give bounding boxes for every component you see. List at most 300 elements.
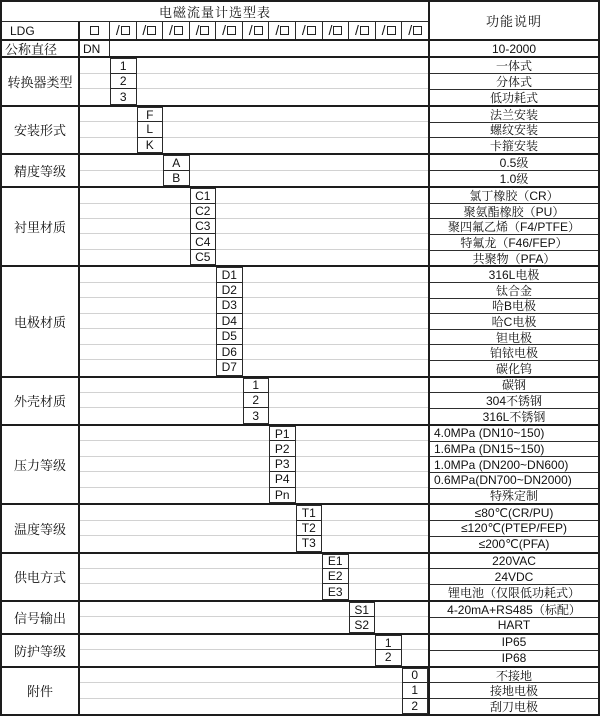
option-description-cell: IP68 <box>501 651 527 666</box>
option-row <box>80 584 428 599</box>
left-spacer <box>80 457 269 472</box>
option-code-cell: 1 <box>243 378 270 393</box>
dn-category-label: 公称直径 <box>2 41 80 56</box>
right-spacer <box>349 554 429 569</box>
option-code-cell: A <box>163 155 190 170</box>
model-code-row <box>2 22 428 39</box>
option-code-cell: 3 <box>110 89 137 104</box>
left-spacer <box>80 171 163 186</box>
category-label: 供电方式 <box>2 554 80 600</box>
checkbox-square-icon <box>121 26 130 35</box>
option-row <box>80 521 428 536</box>
option-description-cell: 1.0级 <box>499 172 529 187</box>
option-code-cell: C2 <box>190 204 217 219</box>
option-description-cell: 特殊定制 <box>489 489 538 504</box>
left-spacer <box>80 393 243 408</box>
left-spacer <box>80 617 349 632</box>
right-spacer <box>375 617 428 632</box>
option-code-cell: 2 <box>375 650 402 665</box>
left-spacer <box>80 360 216 375</box>
checkbox-square-icon <box>280 26 289 35</box>
category-block <box>2 424 598 503</box>
right-spacer <box>243 314 429 329</box>
right-spacer <box>349 584 429 599</box>
option-row <box>80 329 428 344</box>
option-row <box>80 107 428 122</box>
option-row <box>80 408 428 423</box>
left-spacer <box>80 569 322 584</box>
model-prefix-label: LDG <box>2 22 80 39</box>
right-spacer <box>322 521 428 536</box>
option-code-cell: T1 <box>296 505 323 520</box>
option-code-cell: S2 <box>349 617 376 632</box>
option-code-cell: D3 <box>216 298 243 313</box>
option-code-cell: D7 <box>216 360 243 375</box>
option-description-cell: 特氟龙（F46/FEP） <box>430 235 598 251</box>
right-spacer <box>163 122 428 137</box>
description-column <box>428 188 598 265</box>
category-label: 衬里材质 <box>2 188 80 265</box>
option-row <box>80 204 428 219</box>
description-column <box>428 505 598 551</box>
dn-code-cell: DN <box>80 41 110 56</box>
slash-glyph: / <box>328 21 333 38</box>
option-row <box>80 283 428 298</box>
model-code-slot-cell <box>110 22 137 39</box>
right-spacer <box>243 329 429 344</box>
category-block <box>2 105 598 153</box>
option-description-cell: 法兰安装 <box>430 107 598 123</box>
model-code-box-cell <box>80 22 110 39</box>
checkbox-square-icon <box>227 26 236 35</box>
right-spacer <box>243 298 429 313</box>
option-row <box>80 472 428 487</box>
code-staircase-area <box>80 554 428 600</box>
left-spacer <box>80 234 190 249</box>
option-row <box>80 267 428 282</box>
checkbox-square-icon <box>200 26 209 35</box>
left-spacer <box>80 250 190 265</box>
description-column <box>428 378 598 424</box>
option-code-cell: 2 <box>243 393 270 408</box>
right-spacer <box>190 171 429 186</box>
option-description-cell: 碳钢 <box>430 378 598 394</box>
left-spacer <box>80 267 216 282</box>
option-description-cell: 1.0MPa (DN200~DN600) <box>430 457 598 473</box>
code-staircase-area <box>80 426 428 503</box>
option-description-cell: 碳化钨 <box>495 361 532 376</box>
option-row <box>80 668 428 683</box>
left-spacer <box>80 58 110 73</box>
option-row <box>80 569 428 584</box>
option-description-cell: ≤120℃(PTEP/FEP) <box>430 521 598 537</box>
option-row <box>80 683 428 698</box>
left-spacer <box>80 441 269 456</box>
left-spacer <box>80 408 243 423</box>
table-title: 电磁流量计选型表 <box>2 2 428 22</box>
option-description-cell: 24VDC <box>430 569 598 585</box>
description-column <box>428 602 598 633</box>
option-code-cell: C1 <box>190 188 217 203</box>
left-spacer <box>80 378 243 393</box>
right-spacer <box>322 505 428 520</box>
description-column <box>428 426 598 503</box>
left-spacer <box>80 554 322 569</box>
header-left-area <box>2 2 428 39</box>
dn-description-cell: 10-2000 <box>428 41 598 56</box>
option-row <box>80 441 428 456</box>
right-spacer <box>243 345 429 360</box>
option-description-cell: HART <box>497 618 531 633</box>
category-label: 转换器类型 <box>2 58 80 104</box>
slash-glyph: / <box>222 21 227 38</box>
slash-glyph: / <box>195 21 200 38</box>
category-label: 外壳材质 <box>2 378 80 424</box>
left-spacer <box>80 89 110 104</box>
category-label: 信号输出 <box>2 602 80 633</box>
left-spacer <box>80 329 216 344</box>
left-spacer <box>80 188 190 203</box>
right-spacer <box>349 569 429 584</box>
left-spacer <box>80 635 375 650</box>
option-code-cell: S1 <box>349 602 376 617</box>
model-code-slot-cell <box>163 22 190 39</box>
option-row <box>80 699 428 714</box>
option-description-cell: 聚氨酯橡胶（PU） <box>430 204 598 220</box>
option-code-cell: F <box>137 107 164 122</box>
option-row <box>80 554 428 569</box>
option-row <box>80 602 428 617</box>
option-code-cell: P4 <box>269 472 296 487</box>
option-code-cell: C3 <box>190 219 217 234</box>
option-row <box>80 298 428 313</box>
left-spacer <box>80 298 216 313</box>
option-description-cell: 304不锈钢 <box>430 393 598 409</box>
option-code-cell: K <box>137 138 164 153</box>
slash-glyph: / <box>142 21 147 38</box>
option-description-cell: 316L不锈钢 <box>482 409 546 424</box>
option-row <box>80 122 428 137</box>
right-spacer <box>190 155 429 170</box>
option-code-cell: D6 <box>216 345 243 360</box>
model-code-slot-cell <box>296 22 323 39</box>
checkbox-square-icon <box>90 26 99 35</box>
slash-glyph: / <box>381 21 386 38</box>
left-spacer <box>80 650 375 665</box>
option-code-cell: 2 <box>402 699 429 714</box>
category-block <box>2 153 598 186</box>
option-description-cell: 氯丁橡胶（CR） <box>430 188 598 204</box>
right-spacer <box>296 441 429 456</box>
code-staircase-area <box>80 378 428 424</box>
option-code-cell: E1 <box>322 554 349 569</box>
checkbox-square-icon <box>174 26 183 35</box>
option-row <box>80 488 428 503</box>
nominal-diameter-row <box>2 41 598 58</box>
description-column <box>428 668 598 714</box>
category-label: 精度等级 <box>2 155 80 186</box>
left-spacer <box>80 204 190 219</box>
option-description-cell: 聚四氟乙烯（F4/PTFE） <box>430 219 598 235</box>
option-description-cell: 低功耗式 <box>489 90 538 105</box>
option-row <box>80 393 428 408</box>
option-description-cell: 锂电池（仅限低功耗式） <box>447 585 580 600</box>
right-spacer <box>216 234 428 249</box>
code-staircase-area <box>80 668 428 714</box>
checkbox-square-icon <box>333 26 342 35</box>
right-spacer <box>216 188 428 203</box>
description-column <box>428 554 598 600</box>
model-code-slot-cell <box>376 22 403 39</box>
option-row <box>80 155 428 170</box>
option-description-cell: 220VAC <box>430 554 598 570</box>
option-row <box>80 505 428 520</box>
right-spacer <box>243 267 429 282</box>
left-spacer <box>80 536 296 551</box>
code-staircase-area <box>80 107 428 153</box>
option-row <box>80 457 428 472</box>
option-row <box>80 74 428 89</box>
right-spacer <box>269 378 428 393</box>
slash-glyph: / <box>408 21 413 38</box>
option-description-cell: 一体式 <box>430 58 598 74</box>
option-row <box>80 314 428 329</box>
right-spacer <box>216 219 428 234</box>
left-spacer <box>80 155 163 170</box>
option-description-cell: 分体式 <box>430 74 598 90</box>
option-row <box>80 188 428 203</box>
option-row <box>80 250 428 265</box>
right-spacer <box>375 602 428 617</box>
option-description-cell: 4-20mA+RS485（标配） <box>430 602 598 618</box>
code-staircase-area <box>80 635 428 666</box>
option-row <box>80 536 428 551</box>
option-description-cell: 0.6MPa(DN700~DN2000) <box>430 473 598 489</box>
category-block <box>2 58 598 104</box>
category-block <box>2 186 598 265</box>
right-spacer <box>296 457 429 472</box>
category-block <box>2 633 598 666</box>
option-code-cell: 1 <box>375 635 402 650</box>
option-row <box>80 89 428 104</box>
option-description-cell: ≤200℃(PFA) <box>478 537 550 552</box>
category-label: 安装形式 <box>2 107 80 153</box>
right-spacer <box>269 408 428 423</box>
description-column <box>428 635 598 666</box>
right-spacer <box>163 107 428 122</box>
left-spacer <box>80 283 216 298</box>
option-description-cell: IP65 <box>430 635 598 651</box>
description-column <box>428 267 598 375</box>
code-staircase-area <box>80 505 428 551</box>
option-code-cell: B <box>163 171 190 186</box>
left-spacer <box>80 699 402 714</box>
slash-glyph: / <box>115 21 120 38</box>
option-code-cell: Pn <box>269 488 296 503</box>
function-column-header: 功能说明 <box>428 2 598 39</box>
right-spacer <box>216 250 428 265</box>
checkbox-square-icon <box>387 26 396 35</box>
left-spacer <box>80 426 269 441</box>
option-description-cell: 卡箍安装 <box>489 139 538 154</box>
category-block <box>2 265 598 375</box>
code-staircase-area <box>80 155 428 186</box>
right-spacer <box>137 74 429 89</box>
left-spacer <box>80 138 137 153</box>
slash-glyph: / <box>301 21 306 38</box>
checkbox-square-icon <box>254 26 263 35</box>
model-code-slot-cell <box>402 22 428 39</box>
dn-spacer <box>110 41 428 56</box>
option-row <box>80 138 428 153</box>
category-label: 附件 <box>2 668 80 714</box>
option-code-cell: 1 <box>402 683 429 698</box>
option-code-cell: C5 <box>190 250 217 265</box>
option-description-cell: 4.0MPa (DN10~150) <box>430 426 598 442</box>
option-row <box>80 58 428 73</box>
right-spacer <box>243 283 429 298</box>
code-staircase-area <box>80 58 428 104</box>
right-spacer <box>243 360 429 375</box>
table-header-section <box>2 2 598 41</box>
right-spacer <box>269 393 428 408</box>
code-staircase-area <box>80 267 428 375</box>
left-spacer <box>80 683 402 698</box>
option-code-cell: 3 <box>243 408 270 423</box>
description-column <box>428 58 598 104</box>
category-block <box>2 666 598 714</box>
slash-glyph: / <box>355 21 359 38</box>
option-code-cell: T3 <box>296 536 323 551</box>
category-block <box>2 503 598 551</box>
left-spacer <box>80 505 296 520</box>
option-description-cell: 铂铱电极 <box>430 345 598 361</box>
left-spacer <box>80 521 296 536</box>
option-code-cell: 2 <box>110 74 137 89</box>
right-spacer <box>137 89 429 104</box>
option-description-cell: 不接地 <box>430 668 598 684</box>
option-description-cell: 1.6MPa (DN15~150) <box>430 442 598 458</box>
slash-glyph: / <box>248 21 253 38</box>
option-code-cell: D4 <box>216 314 243 329</box>
option-code-cell: E2 <box>322 569 349 584</box>
option-description-cell: 共聚物（PFA） <box>472 251 556 266</box>
model-code-slot-cell <box>190 22 217 39</box>
right-spacer <box>402 650 429 665</box>
right-spacer <box>402 635 429 650</box>
model-code-slot-cell <box>137 22 164 39</box>
option-row <box>80 345 428 360</box>
category-block <box>2 552 598 600</box>
left-spacer <box>80 314 216 329</box>
left-spacer <box>80 584 322 599</box>
option-description-cell: 316L电极 <box>430 267 598 283</box>
option-row <box>80 650 428 665</box>
right-spacer <box>216 204 428 219</box>
category-label: 温度等级 <box>2 505 80 551</box>
model-code-slots <box>110 22 428 39</box>
option-code-cell: L <box>137 122 164 137</box>
right-spacer <box>296 426 429 441</box>
model-code-slot-cell <box>243 22 270 39</box>
option-description-cell: 0.5级 <box>430 155 598 171</box>
left-spacer <box>80 122 137 137</box>
model-code-slot-cell <box>216 22 243 39</box>
option-description-cell: ≤80℃(CR/PU) <box>430 505 598 521</box>
checkbox-square-icon <box>307 26 316 35</box>
option-code-cell: 0 <box>402 668 429 683</box>
option-description-cell: 哈B电极 <box>430 299 598 315</box>
right-spacer <box>322 536 428 551</box>
category-block <box>2 600 598 633</box>
option-row <box>80 426 428 441</box>
option-code-cell: 1 <box>110 58 137 73</box>
option-code-cell: T2 <box>296 521 323 536</box>
code-staircase-area <box>80 602 428 633</box>
description-column <box>428 155 598 186</box>
option-description-cell: 螺纹安装 <box>430 123 598 139</box>
option-row <box>80 360 428 375</box>
checkbox-square-icon <box>147 26 156 35</box>
option-code-cell: D2 <box>216 283 243 298</box>
option-description-cell: 钽电极 <box>430 330 598 346</box>
category-label: 防护等级 <box>2 635 80 666</box>
option-code-cell: P2 <box>269 441 296 456</box>
option-code-cell: P3 <box>269 457 296 472</box>
option-description-cell: 哈C电极 <box>430 314 598 330</box>
checkbox-square-icon <box>413 26 422 35</box>
category-label: 压力等级 <box>2 426 80 503</box>
option-row <box>80 234 428 249</box>
model-code-slot-cell <box>349 22 376 39</box>
option-description-cell: 刮刀电极 <box>489 700 538 715</box>
left-spacer <box>80 668 402 683</box>
option-row <box>80 635 428 650</box>
right-spacer <box>296 472 429 487</box>
option-row <box>80 219 428 234</box>
model-code-slot-cell <box>269 22 296 39</box>
category-label: 电极材质 <box>2 267 80 375</box>
option-row <box>80 617 428 632</box>
right-spacer <box>296 488 429 503</box>
option-code-cell: C4 <box>190 234 217 249</box>
right-spacer <box>163 138 428 153</box>
option-row <box>80 171 428 186</box>
left-spacer <box>80 602 349 617</box>
left-spacer <box>80 345 216 360</box>
model-code-slot-cell <box>323 22 350 39</box>
category-block <box>2 376 598 424</box>
option-code-cell: D1 <box>216 267 243 282</box>
left-spacer <box>80 107 137 122</box>
right-spacer <box>137 58 429 73</box>
description-column <box>428 107 598 153</box>
option-code-cell: D5 <box>216 329 243 344</box>
option-row <box>80 378 428 393</box>
option-description-cell: 接地电极 <box>430 683 598 699</box>
left-spacer <box>80 219 190 234</box>
code-staircase-area <box>80 188 428 265</box>
option-code-cell: P1 <box>269 426 296 441</box>
option-description-cell: 钛合金 <box>430 283 598 299</box>
left-spacer <box>80 488 269 503</box>
option-code-cell: E3 <box>322 584 349 599</box>
checkbox-square-icon <box>360 26 369 35</box>
left-spacer <box>80 74 110 89</box>
left-spacer <box>80 472 269 487</box>
slash-glyph: / <box>169 21 173 38</box>
slash-glyph: / <box>275 21 280 38</box>
